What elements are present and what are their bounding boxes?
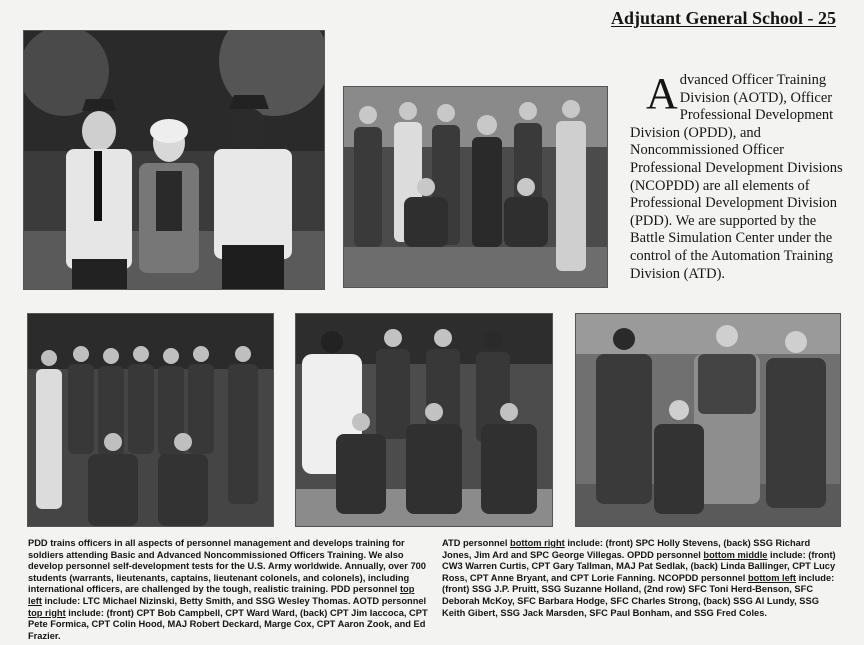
- caption-left: [28, 538, 428, 642]
- pdd-staff-photo: [23, 30, 325, 290]
- ncopdd-group-photo: [27, 313, 274, 527]
- caption-right-ref-bottom-left: bottom left: [747, 572, 796, 583]
- caption-right-ref-bottom-right: bottom right: [510, 538, 565, 548]
- caption-left-ref-top-left: top left: [28, 584, 415, 606]
- atd-group-photo: [575, 313, 841, 527]
- caption-right-text-3: include: (front) CW3 Warren Curtis, CPT Gary Tallman, MAJ Pat Sedlak, (back) Linda Ballinger, CPT Lucy Ross, CPT Anne Bryant, and CPT Lorie Fanning. NCOPDD personnel: [442, 549, 836, 583]
- caption-left-text-3: include: (front) CPT Bob Campbell, CPT Ward Ward, (back) CPT Jim Iaccoca, CPT Pete Formica, CPT Colin Hood, MAJ Robert Deckard, Marge Cox, CPT Aaron Zook, and Ed Frazier.: [28, 607, 428, 641]
- caption-right-text-4: include: (front) SSG J.P. Pruitt, SSG Suzanne Holland, (2nd row) SFC Toni Herd-Benson, SFC Deborah McKoy, SFC Barbara Hodge, SFC Charles Strong, (back) SSG Al Lundy, SSG Keith Gibert, SSG Jack Marsden, SFC Paul Bonham, and SSG Fred Coles.: [442, 572, 835, 618]
- caption-right-text-2: include: (front) SPC Holly Stevens, (back) SSG Richard Jones, Jim Ard and SPC George Villegas. OPDD personnel: [442, 538, 811, 560]
- caption-left-text-1: PDD trains officers in all aspects of personnel management and develops training for soldiers attending Basic and Advanced Noncommissioned Officers Training. We also develop personnel self-development tests for the U.S. Army worldwide. Annually, over 700 students (warrants, lieutenants, captains, lieutenant colonels, and colonels), including international officers, are challenged by the tough, realistic training. PDD personnel: [28, 538, 426, 595]
- drop-cap: A: [646, 69, 678, 118]
- caption-left-text-2: include: LTC Michael Nizinski, Betty Smith, and SSG Wesley Thomas. AOTD personnel: [41, 595, 427, 606]
- opdd-group-photo: [295, 313, 553, 527]
- intro-text: dvanced Officer Training Division (AOTD), Officer Professional Development Division (OPDD), and Noncommissioned Officer Professional Development Divisions (NCOPDD) are all elements of Professional Development Division (PDD). We are supported by the Battle Simulation Center under the control of the Automation Training Division (ATD).: [630, 72, 843, 282]
- page-title: Adjutant General School - 25: [611, 8, 836, 28]
- caption-right: [442, 538, 842, 619]
- caption-right-text-1: ATD personnel: [442, 538, 511, 548]
- caption-right-ref-bottom-middle: bottom middle: [703, 549, 768, 560]
- caption-left-ref-top-right: top right: [28, 607, 66, 618]
- aotd-group-photo: [343, 86, 608, 288]
- intro-paragraph: [630, 69, 845, 283]
